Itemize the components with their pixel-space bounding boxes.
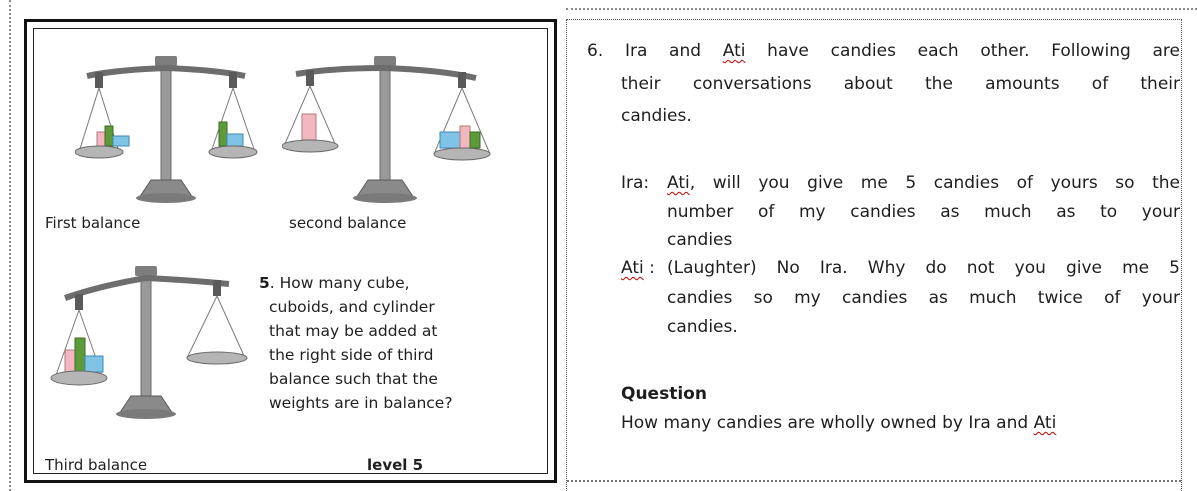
q5-line-3: that may be added at bbox=[269, 322, 438, 340]
q6-line-2: their conversations about the amounts of their bbox=[621, 74, 1180, 94]
third-balance-caption: Third balance bbox=[45, 456, 148, 474]
second-balance-scale bbox=[282, 48, 497, 218]
ati-line-1: (Laughter) No Ira. Why do not you give me 5 bbox=[667, 258, 1180, 278]
first-balance-scale bbox=[75, 48, 265, 218]
first-balance-caption: First balance bbox=[45, 214, 141, 232]
ira-line-1: Ati, will you give me 5 candies of yours so the bbox=[667, 173, 1180, 193]
q6-line-3: candies. bbox=[621, 106, 692, 126]
q5-line-5: balance such that the bbox=[269, 370, 438, 388]
question-text: How many candies are wholly owned by Ira and Ati bbox=[621, 413, 1057, 433]
panel-bottom-rule bbox=[567, 480, 1181, 482]
ati-line-3: candies. bbox=[667, 317, 738, 337]
q5-line-6: weights are in balance? bbox=[269, 394, 453, 412]
q5-line-4: the right side of third bbox=[269, 346, 434, 364]
question-heading: Question bbox=[621, 384, 707, 404]
level-label: level 5 bbox=[367, 456, 424, 474]
question-5 bbox=[259, 271, 529, 415]
ati-line-2: candies so my candies as much twice of your bbox=[667, 288, 1180, 308]
ira-speaker: Ira: bbox=[621, 173, 650, 193]
ira-line-2: number of my candies as much as to your bbox=[667, 202, 1180, 222]
q6-number: 6. bbox=[587, 41, 604, 61]
q6-line-1: 6. Ira and Ati have candies each other. Following are bbox=[587, 41, 1180, 61]
question-6-panel bbox=[566, 19, 1182, 491]
q5-line-1: 5. How many cube, bbox=[259, 274, 410, 292]
page-edge-top bbox=[566, 8, 1197, 10]
second-balance-caption: second balance bbox=[289, 214, 407, 232]
balances-figure bbox=[24, 19, 557, 483]
q5-line-2: cuboids, and cylinder bbox=[269, 298, 435, 316]
third-balance-scale bbox=[49, 258, 249, 433]
ira-line-3: candies bbox=[667, 230, 733, 250]
ati-speaker: Ati : bbox=[621, 258, 655, 278]
q5-number: 5 bbox=[259, 274, 270, 292]
page-edge-left bbox=[9, 0, 11, 491]
